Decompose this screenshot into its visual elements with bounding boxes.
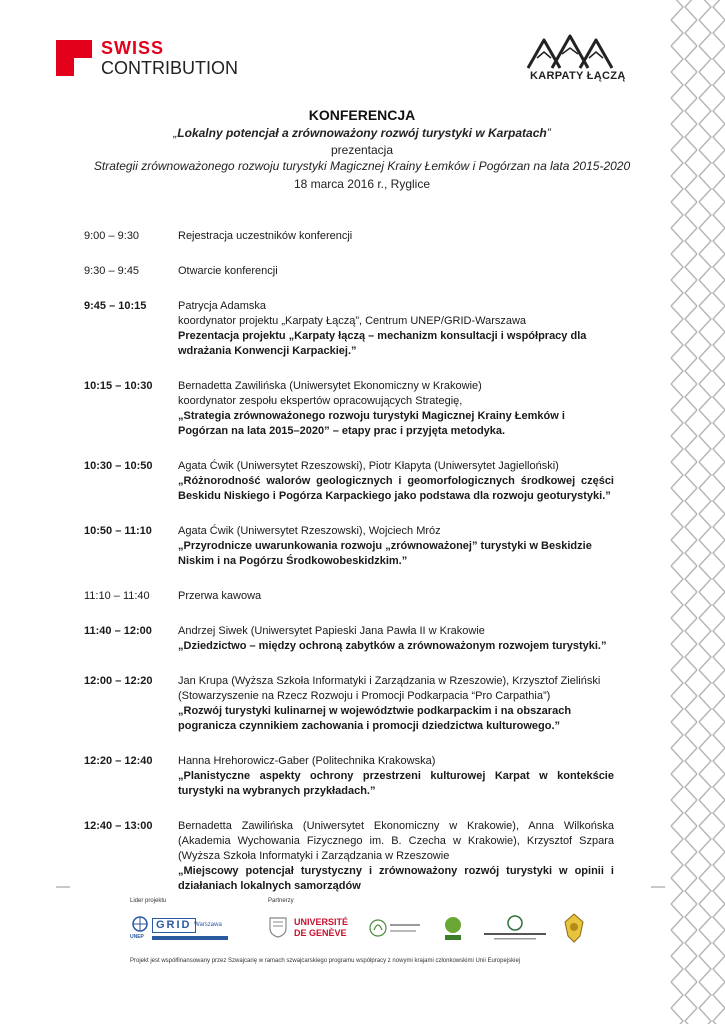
program-speaker: Agata Ćwik (Uniwersytet Rzeszowski), Piotr Kłapyta (Uniwersytet Jagielloński) xyxy=(178,460,559,472)
program-item xyxy=(84,379,614,439)
subtitle-open-quote: „ xyxy=(173,126,178,140)
program-item xyxy=(84,299,614,359)
partners-label: Partnerzy xyxy=(268,898,294,904)
cofinancing-note: Projekt jest współfinansowany przez Szwajcarię w ramach szwajcarskiego programu współpracy z nowymi krajami członkowskimi Unii Europejskiej xyxy=(130,958,521,964)
program-affiliation: koordynator projektu „Karpaty Łączą”, Centrum UNEP/GRID-Warszawa xyxy=(178,315,527,327)
program-speaker: Bernadetta Zawilińska (Uniwersytet Ekonomiczny w Krakowie), Anna Wilkońska (Akademia Wychowania Fizycznego im. B. Czecha w Krakowie), Krzysztof Szpara (Wyższa Szkoła Informatyki i Zarządzania w Rzeszowie xyxy=(178,820,614,862)
program-speaker: Jan Krupa (Wyższa Szkoła Informatyki i Zarządzania w Rzeszowie), Krzysztof Zieliński xyxy=(178,675,601,687)
program-talk-title: „Dziedzictwo – między ochroną zabytków a zrównoważonym rozwojem turystyki.” xyxy=(178,640,607,652)
universite-de-geneve-logo xyxy=(268,914,353,944)
presentation-word: prezentacja xyxy=(330,143,394,157)
program-affiliation: (Stowarzyszenie na Rzecz Rozwoju i Promocji Podkarpacia “Pro Carpathia”) xyxy=(178,690,551,702)
strategy-title: Strategii zrównoważonego rozwoju turystyki Magicznej Krainy Łemków i Pogórzan na lata 2015-2020 xyxy=(93,159,631,173)
program-item xyxy=(84,264,614,279)
program-time: 12:40 – 13:00 xyxy=(84,820,153,832)
program-item xyxy=(84,229,614,244)
partner-logo-stowarzyszenie xyxy=(368,914,424,944)
swiss-contribution-logo xyxy=(56,40,246,80)
program-time: 11:10 – 11:40 xyxy=(84,590,150,602)
geneve-crest-icon xyxy=(268,916,288,938)
eco-centre-emblem-icon xyxy=(480,914,550,944)
program-speaker: Hanna Hrehorowicz-Gaber (Politechnika Krakowska) xyxy=(178,755,436,767)
mountains-icon xyxy=(524,32,616,72)
program-time: 10:30 – 10:50 xyxy=(84,460,153,472)
page-title: KONFERENCJA xyxy=(308,107,416,123)
partner-logo-yellow-emblem xyxy=(563,912,585,944)
program-item xyxy=(84,674,614,734)
program-time: 12:20 – 12:40 xyxy=(84,755,153,767)
program-item xyxy=(84,624,614,654)
program-talk-title: Prezentacja projektu „Karpaty łączą – mechanizm konsultacji i współpracy dla wdrażania Konwencji Karpackiej.” xyxy=(178,330,587,357)
program-talk-title: „Przyrodnicze uwarunkowania rozwoju „zrównoważonej” turystyki w Beskidzie Niskim i na Pogórzu Środkowobeskidzkim.” xyxy=(178,540,592,567)
conference-programme xyxy=(84,229,614,894)
program-speaker: Bernadetta Zawilińska (Uniwersytet Ekonomiczny w Krakowie) xyxy=(178,380,482,392)
subtitle-close-quote: ” xyxy=(546,126,551,140)
program-line: Otwarcie konferencji xyxy=(178,265,278,277)
yellow-shield-icon xyxy=(563,912,585,944)
program-item xyxy=(84,754,614,799)
program-time: 9:00 – 9:30 xyxy=(84,230,140,242)
program-time: 9:30 – 9:45 xyxy=(84,265,140,277)
program-time: 9:45 – 10:15 xyxy=(84,300,147,312)
unep-globe-icon xyxy=(132,916,148,932)
program-line: Rejestracja uczestników konferencji xyxy=(178,230,353,242)
footer-divider-left xyxy=(56,886,70,888)
program-item xyxy=(84,589,614,604)
program-affiliation: koordynator zespołu ekspertów opracowujących Strategię, xyxy=(178,395,463,407)
karpaty-logo-text: KARPATY ŁĄCZĄ xyxy=(530,70,626,82)
program-speaker: Patrycja Adamska xyxy=(178,300,267,312)
geneve-line2: DE GENÈVE xyxy=(294,928,347,938)
program-time: 10:50 – 11:10 xyxy=(84,525,152,537)
leaf-emblem-icon xyxy=(368,914,424,944)
grid-text: GRID xyxy=(152,918,196,933)
program-talk-title: „Planistyczne aspekty ochrony przestrzeni kulturowej Karpat w kontekście turystyki na wybranych przykładach.” xyxy=(178,770,614,797)
program-item xyxy=(84,819,614,894)
program-line: Przerwa kawowa xyxy=(178,590,262,602)
program-talk-title: „Rozwój turystyki kulinarnej w województwie podkarpackim i na obszarach pogranicza czynnikiem zachowania i promocji dziedzictwa kulturowego.” xyxy=(178,705,572,732)
karpaty-laczac-logo xyxy=(524,32,626,90)
program-speaker: Andrzej Siwek (Uniwersytet Papieski Jana Pawła II w Krakowie xyxy=(178,625,485,637)
program-talk-title: „Strategia zrównoważonego rozwoju turystyki Magicznej Krainy Łemków i Pogórzan na lata 2015–2020” – etapy prac i przyjęta metodyka. xyxy=(178,410,565,437)
swiss-logo-line2: CONTRIBUTION xyxy=(101,58,238,78)
program-time: 11:40 – 12:00 xyxy=(84,625,152,637)
program-time: 10:15 – 10:30 xyxy=(84,380,153,392)
leader-label: Lider projektu xyxy=(130,898,167,904)
conference-subtitle xyxy=(56,126,668,140)
unep-grid-logo xyxy=(130,914,230,944)
program-time: 12:00 – 12:20 xyxy=(84,675,153,687)
geneve-line1: UNIVERSITÉ xyxy=(294,917,349,927)
program-item xyxy=(84,459,614,504)
program-talk-title: „Miejscowy potencjał turystyczny i zrównoważony rozwój turystyki w opinii i działaniach lokalnych samorządów xyxy=(178,865,614,892)
partner-logo-regional xyxy=(441,914,465,944)
swiss-logo-line1: SWISS xyxy=(101,38,165,58)
date-place: 18 marca 2016 r., Ryglice xyxy=(293,177,431,191)
grid-city: Warszawa xyxy=(194,922,222,928)
partner-logo-centrum-ekologiczne xyxy=(480,914,550,944)
green-tree-icon xyxy=(441,914,465,944)
program-talk-title: „Różnorodność walorów geologicznych i geomorfologicznych środkowej części Beskidu Niskiego i Pogórza Karpackiego jako podstawa dla rozwoju geoturystyki.” xyxy=(178,475,614,502)
program-item xyxy=(84,524,614,569)
grid-underline xyxy=(152,936,228,940)
footer-divider-right xyxy=(651,886,665,888)
unep-text: UNEP xyxy=(130,934,144,940)
swiss-cross-icon xyxy=(56,40,92,76)
program-speaker: Agata Ćwik (Uniwersytet Rzeszowski), Wojciech Mróz xyxy=(178,525,441,537)
decorative-chevron-border xyxy=(667,0,725,1024)
subtitle-text: Lokalny potencjał a zrównoważony rozwój turystyki w Karpatach xyxy=(177,126,547,140)
